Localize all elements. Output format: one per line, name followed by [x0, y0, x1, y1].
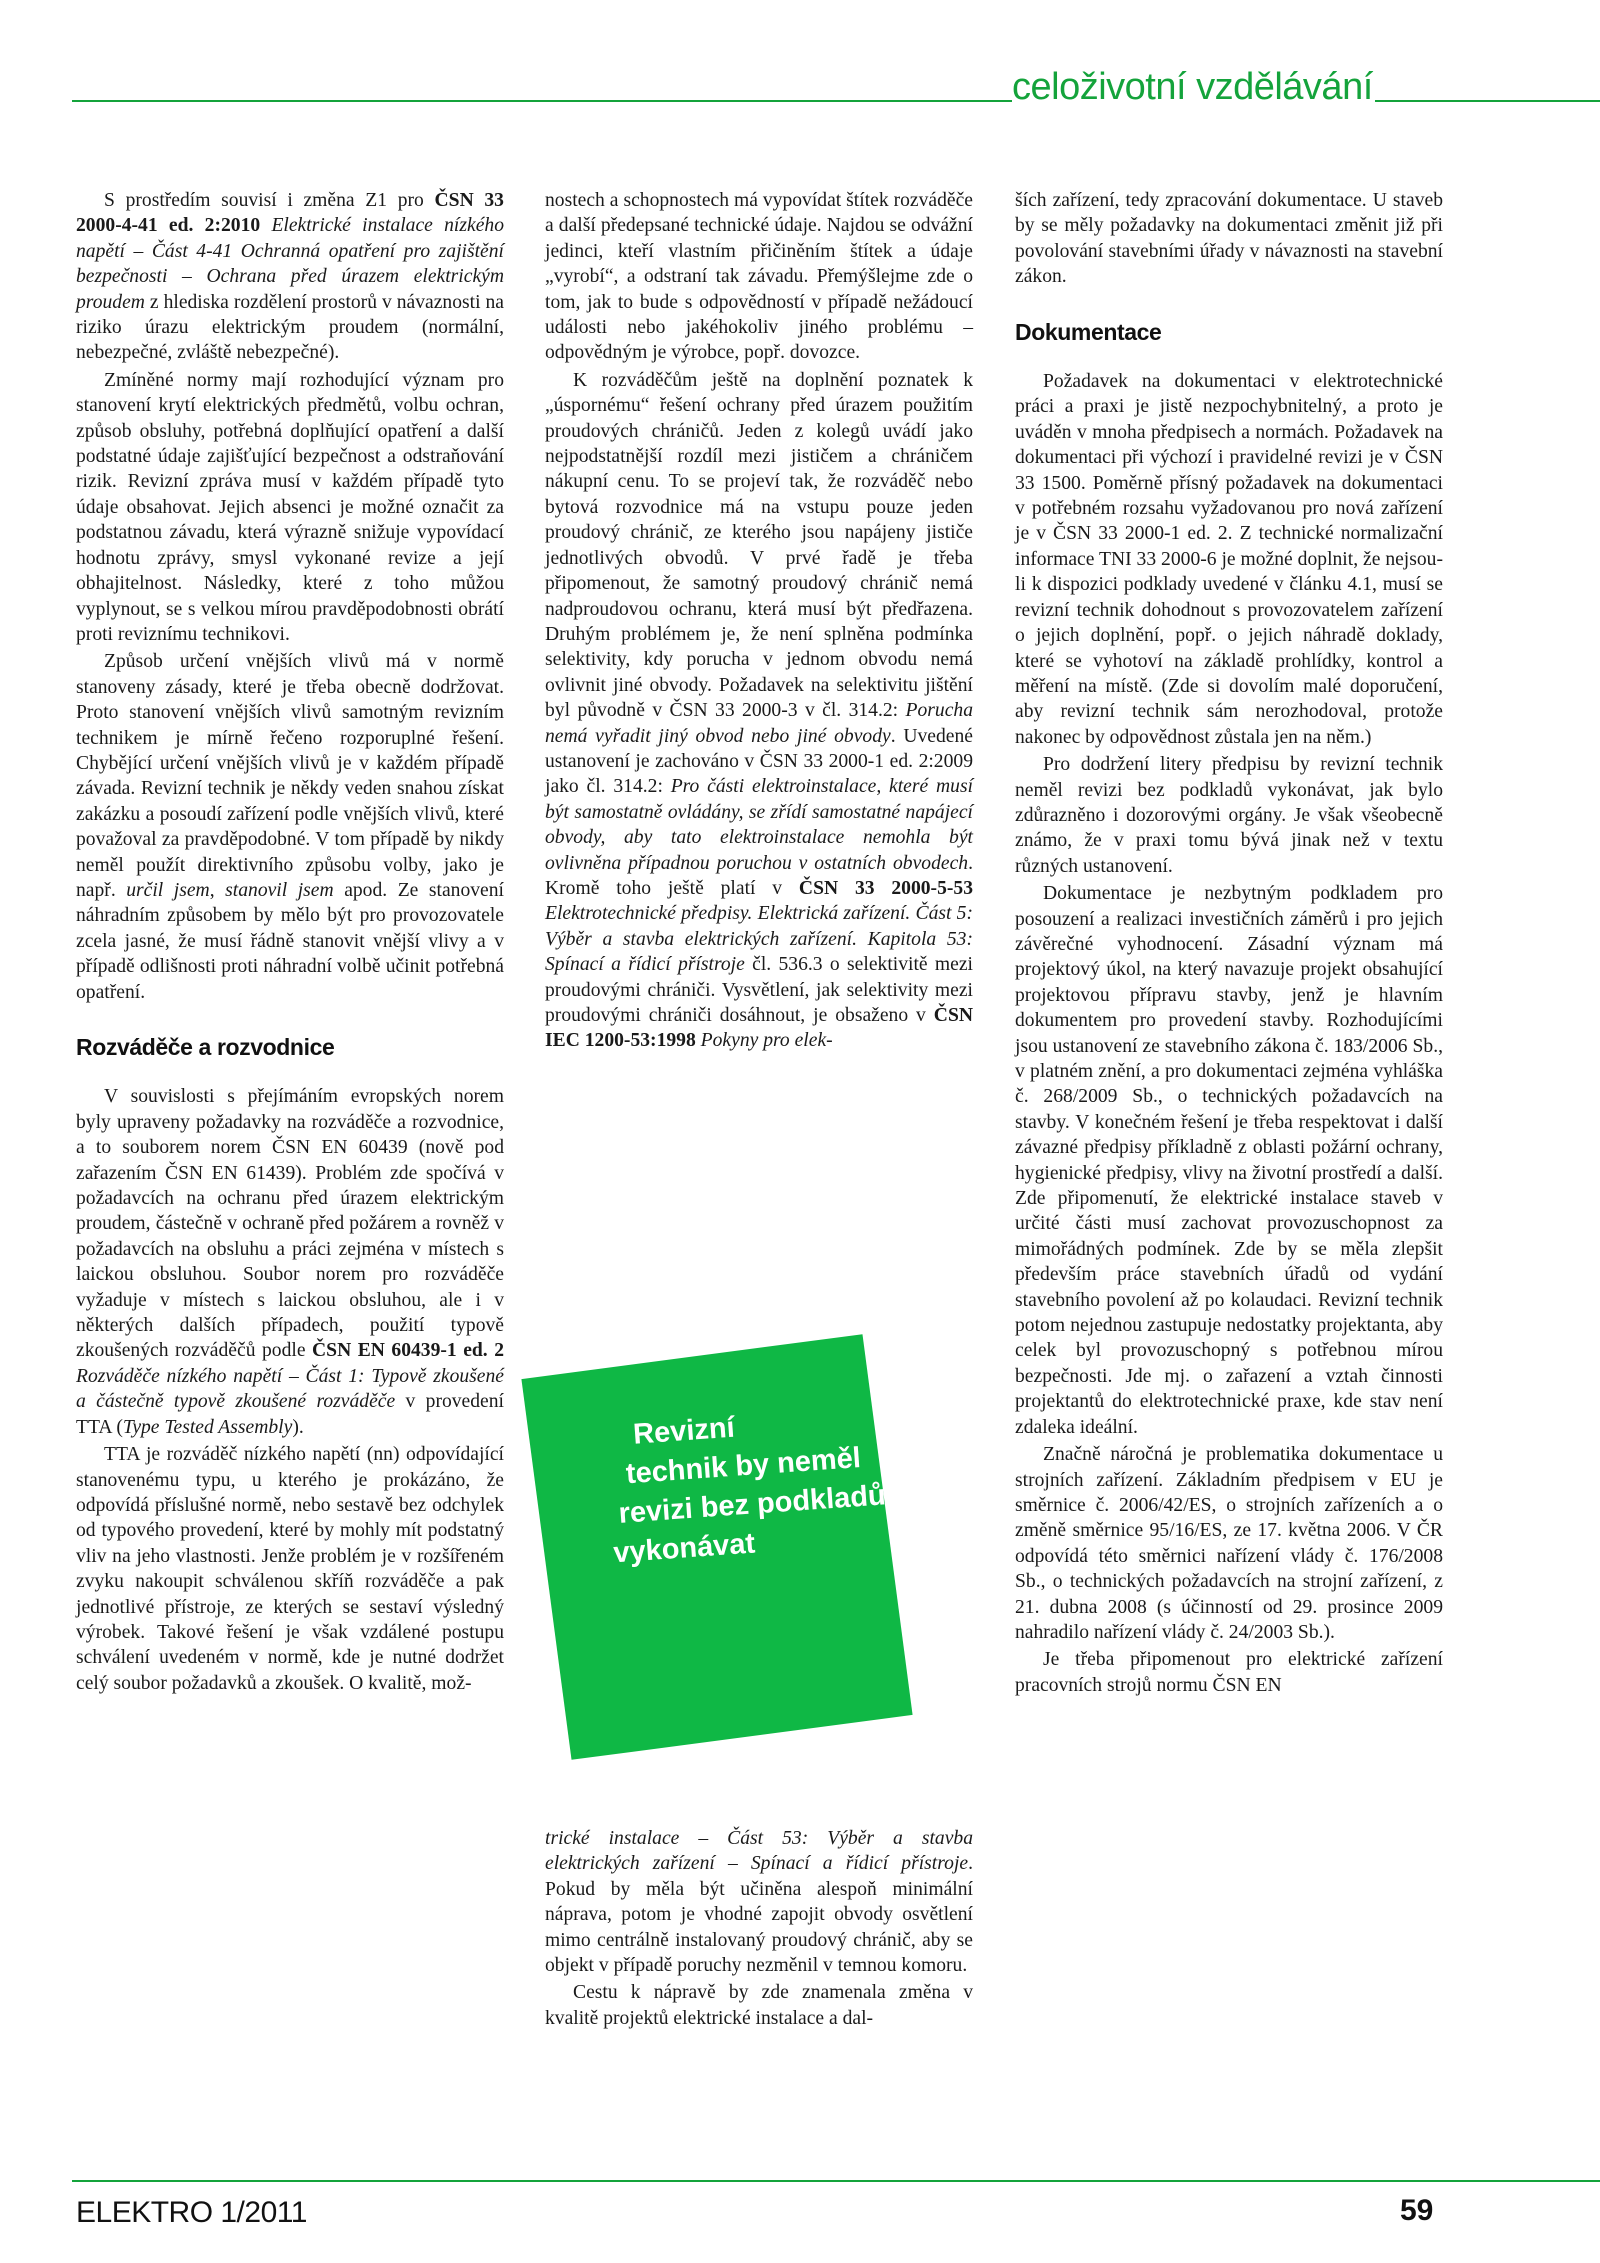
col3-paragraph-4: Dokumentace je nezbytným podkladem pro posouzení a realizaci investičních záměrů i pro jejich závěrečné vyhodnocení. Zásadní význam má projektový úkol, na který navazuje projekt obsahující projektovou přípravu stavby, jenž je hlavním dokumentem pro provedení stavby. Rozhodujícími jsou ustanovení ze stavebního zákona č. 183/2006 Sb., v platném znění, a pro dokumentaci zejména vyhláška č. 268/2009 Sb., o technických požadavcích na stavby. V konečném řešení je třeba respektovat i další závazné předpisy příkladně z oblasti požární ochrany, hygienické předpisy, vlivy na životní prostředí a další. Zde připomenutí, že elektrické instalace staveb v určité části musí zachovat provozuschopnost za mimořádných podmínek. Zde by se měla zlepšit především práce stavebních úřadů od vydání stavebního povolení až po kolaudaci. Revizní technik potom nejednou zastupuje nedostatky projektanta, aby celek byl provozuschopný s potřebnou mírou bezpečnosti. Jde mj. o zařazení a vztah činnosti projektantů do elektrotechnické praxe, kde stav není zdaleka ideální.: [1015, 883, 1443, 1438]
col2-paragraph-4: Cestu k nápravě by zde znamenala změna v kvalitě projektů elektrické instalace a dal-: [545, 1982, 973, 2029]
footer-rule: [72, 2180, 1600, 2182]
column-2-bottom: [545, 1826, 973, 2033]
col2-paragraph-3: trické instalace – Část 53: Výběr a stavba elektrických zařízení – Spínací a řídicí přístroje. Pokud by měla být učiněna alespoň minimální náprava, potom je vhodné zapojit obvody osvětlení mimo centrálně instalovaný proudový chránič, aby se objekt v případě poruchy nezměnil v temnou komoru.: [545, 1828, 973, 1977]
header-rule-right: [1375, 100, 1600, 102]
column-1: [76, 188, 504, 1698]
pullquote: [600, 1396, 930, 1574]
col1-paragraph-1: S prostředím souvisí i změna Z1 pro ČSN 33 2000-4-41 ed. 2:2010 Elektrické instalace nízkého napětí – Část 4-41 Ochranná opatření pro zajištění bezpečnosti – Ochrana před úrazem elektrickým proudem z hlediska rozdělení prostorů v návaznosti na riziko úrazu elektrickým proudem (normální, nebezpečné, zvláště nebezpečné).: [76, 190, 504, 364]
pullquote-line: revizi bez podkladů: [617, 1479, 887, 1530]
col1-paragraph-5: TTA je rozváděč nízkého napětí (nn) odpovídající stanovenému typu, u kterého je prokázáno, že odpovídá příslušné normě, nebo sestavě bez odchylek od typového provedení, které by mohly mít podstatný vliv na jeho vlastnosti. Jenže problém je v rozšířeném zvyku nakoupit schválenou skříň rozváděče a pak jednotlivé přístroje, ze kterých se sestaví výsledný výrobek. Takové řešení je však vzdálené postupu schválení uvedeném v normě, kde je nutné dodržet celý soubor požadavků a zkoušek. O kvalitě, mož-: [76, 1444, 504, 1694]
col2-paragraph-2: K rozváděčům ještě na doplnění poznatek k „úspornému“ řešení ochrany před úrazem použitím proudových chráničů. Jeden z kolegů uvádí jako nejpodstatnější rozdíl mezi jističem a chráničem nákupní cenu. To se projeví tak, že rozváděč nebo bytová rozvodnice má na vstupu pouze jeden proudový chránič, ze kterého jsou napájeny jističe jednotlivých obvodů. V prvé řadě je třeba připomenout, že samotný proudový chránič nemá nadproudovou ochranu, která musí být předřazena. Druhým problémem je, že není splněna podmínka selektivity, kdy porucha v jednom obvodu nemá ovlivnit jiné obvody. Požadavek na selektivitu jištění byl původně v ČSN 33 2000-3 v čl. 314.2: Porucha nemá vyřadit jiný obvod nebo jiné obvody. Uvedené ustanovení je zachováno v ČSN 33 2000-1 ed. 2:2009 jako čl. 314.2: Pro části elektroinstalace, které musí být samostatně ovládány, se zřídí samostatné napájecí obvody, aby tato elektroinstalace nemohla být ovlivněna případnou poruchou v ostatních obvodech. Kromě toho ještě platí v ČSN 33 2000-5-53 Elektrotechnické předpisy. Elektrická zařízení. Část 5: Výběr a stavba elektrických zařízení. Kapitola 53: Spínací a řídicí přístroje čl. 536.3 o selektivitě mezi proudovými chrániči. Vysvětlení, jak selektivity mezi proudovými chrániči dosáhnout, je obsaženo v ČSN IEC 1200-53:1998 Pokyny pro elek-: [545, 369, 974, 1052]
section-title: celoživotní vzdělávání: [1012, 66, 1373, 108]
col3-paragraph-1: ších zařízení, tedy zpracování dokumentace. U staveb by se měly požadavky na dokumentaci změnit již při povolování stavebními úřady v návaznosti na stavební zákon.: [1015, 190, 1443, 288]
pullquote-line: Revizní: [632, 1411, 736, 1451]
footer-magazine: ELEKTRO 1/2011: [76, 2196, 307, 2229]
col2-paragraph-1: nostech a schopnostech má vypovídat štítek rozváděče a další předepsané technické údaje. Najdou se odvážní jedinci, kteří vlastním přičiněním štítek a údaje „vyrobí“, a odstraní tak závadu. Přemýšlejme zde o tom, jak to bude s odpovědností v případě nežádoucí události nebo jakéhokoliv jiného problému – odpovědným je výrobce, popř. dovozce.: [545, 190, 973, 364]
col3-paragraph-3: Pro dodržení litery předpisu by revizní technik neměl revizi bez podkladů vykonávat, jak bylo zdůrazněno i dozorovými orgány. Je však všeobecně známo, že v praxi tomu bývá jinak než v textu různých ustanovení.: [1015, 754, 1443, 877]
heading-dokumentace: Dokumentace: [1015, 318, 1162, 345]
column-2: [545, 188, 973, 1056]
header-rule-left: [72, 100, 1012, 102]
pullquote-line: technik by neměl: [624, 1441, 862, 1491]
pullquote-line: vykonávat: [612, 1527, 757, 1570]
col3-paragraph-5: Značně náročná je problematika dokumentace u strojních zařízení. Základním předpisem v EU je směrnice č. 2006/42/ES, o strojních zařízeních a o změně směrnice 95/16/ES, ze 17. května 2006. V ČR odpovídá této směrnici nařízení vlády č. 176/2008 Sb., o technických požadavcích na strojní zařízení, z 21. dubna 2008 (s účinností od 29. prosince 2009 nahradilo nařízení vlády č. 24/2003 Sb.).: [1015, 1444, 1443, 1643]
col1-paragraph-4: V souvislosti s přejímáním evropských norem byly upraveny požadavky na rozváděče a rozvodnice, a to souborem norem ČSN EN 60439 (nově pod zařazením ČSN EN 61439). Problém zde spočívá v požadavcích na ochranu před úrazem elektrickým proudem, částečně v ochraně před požárem a rovněž v požadavcích na obsluhu a práci zejména v místech s laickou obsluhou. Soubor norem pro rozváděče vyžaduje v místech s laickou obsluhou, ale i v některých dalších případech, použití typově zkoušených rozváděčů podle ČSN EN 60439-1 ed. 2 Rozváděče nízkého napětí – Část 1: Typově zkoušené a částečně typově zkoušené rozváděče v provedení TTA (Type Tested Assembly).: [76, 1086, 504, 1438]
heading-rozvadece: Rozváděče a rozvodnice: [76, 1034, 335, 1060]
col1-paragraph-2: Zmíněné normy mají rozhodující význam pro stanovení krytí elektrických předmětů, volbu ochran, způsob obsluhy, potřebná doplňující opatření a další podstatné údaje zajišťující bezpečnost a odstraňování rizik. Revizní zpráva musí v každém případě tyto údaje obsahovat. Jejich absenci je možné označit za podstatnou závadu, která výrazně snižuje vypovídací hodnotu zprávy, smysl vykonané revize a její obhajitelnost. Následky, které z toho můžou vyplynout, se s velkou mírou pravděpodobnosti obrátí proti reviznímu technikovi.: [76, 369, 504, 645]
page-number: 59: [1400, 2194, 1434, 2227]
col1-paragraph-3: Způsob určení vnějších vlivů má v normě stanoveny zásady, které je třeba obecně dodržovat. Proto stanovení vnějších vlivů samotným revizním technikem je mírně řečeno rozporuplné řešení. Chybějící určení vnějších vlivů je v každém případě závada. Revizní technik je někdy veden snahou získat zakázku a posoudí zařízení podle vnějších vlivů, které považoval za pravděpodobné. V tom případě by nikdy neměl použít direktivního způsobu volby, jako je např. určil jsem, stanovil jsem apod. Ze stanovení náhradním způsobem by mělo být pro provozovatele zcela jasné, že musí řádně stanovit vnější vlivy a v případě odlišnosti proti náhradní volbě učinit potřebná opatření.: [76, 651, 504, 1003]
col3-paragraph-2: Požadavek na dokumentaci v elektrotechnické práci a praxi je jistě nezpochybnitelný, a proto je uváděn v mnoha předpisech a normách. Požadavek na dokumentaci při výchozí i pravidelné revizi je v ČSN 33 1500. Poměrně přísný požadavek na dokumentaci v potřebném rozsahu vyžadovanou pro nová zařízení je v ČSN 33 2000-1 ed. 2. Z technické normalizační informace TNI 33 2000-6 je možné doplnit, že nejsou-li k dispozici podklady uvedené v článku 4.1, musí se revizní technik dohodnout s provozovatelem zařízení o jejich doplnění, popř. o jejich náhradě doklady, které se vyhotoví na základě prohlídky, kontrol a měření na místě. (Zde si dovolím malé doporučení, aby revizní technik sám nerozhodoval, protože nakonec by odpovědnost zůstala jen na něm.): [1015, 371, 1443, 748]
col3-paragraph-6: Je třeba připomenout pro elektrické zařízení pracovních strojů normu ČSN EN: [1015, 1649, 1443, 1696]
column-3: [1015, 188, 1443, 1700]
